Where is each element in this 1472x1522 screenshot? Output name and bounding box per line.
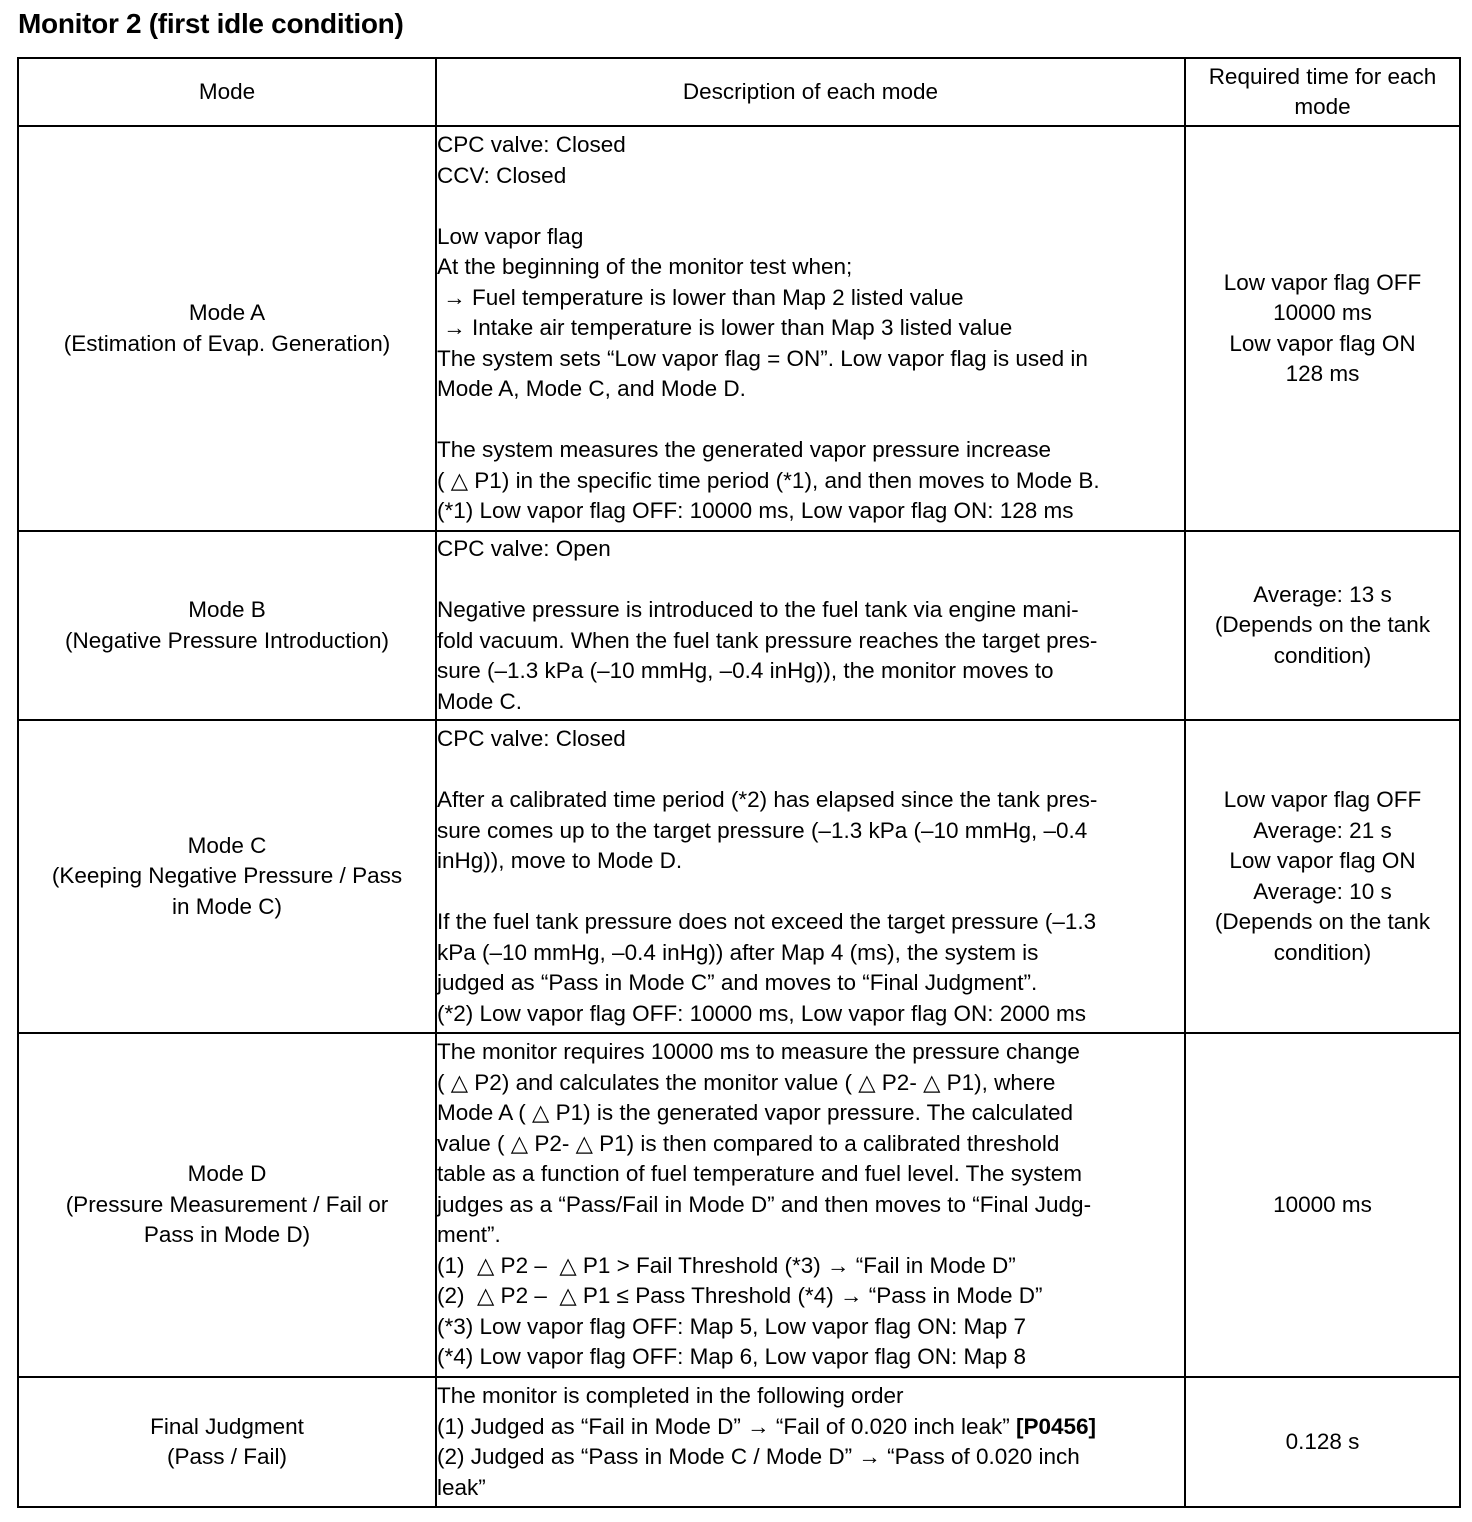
description-line: judged as “Pass in Mode C” and moves to “Final Judgment”.	[437, 970, 1038, 995]
mode-subtitle: Pass in Mode D)	[143, 1222, 311, 1248]
header-mode: Mode	[18, 58, 436, 126]
description-text: (1) Judged as “Fail in Mode D” → “Fail of 0.020 inch leak”	[437, 1413, 1016, 1439]
mode-name: Mode A	[188, 300, 266, 325]
mode-cell	[18, 1377, 436, 1507]
time-cell	[1185, 1377, 1460, 1507]
mode-name: Mode B	[188, 597, 266, 622]
monitor-table	[17, 57, 1461, 1508]
mode-subtitle: (Pass / Fail)	[166, 1444, 287, 1469]
description-line: (*1) Low vapor flag OFF: 10000 ms, Low vapor flag ON: 128 ms	[437, 498, 1074, 524]
description-cell	[436, 531, 1185, 720]
time-line: condition)	[1273, 939, 1372, 965]
description-line: Mode C.	[437, 688, 523, 714]
description-line: (*3) Low vapor flag OFF: Map 5, Low vapor flag ON: Map 7	[437, 1313, 1026, 1339]
description-line: judges as a “Pass/Fail in Mode D” and then moves to “Final Judg-	[437, 1191, 1092, 1217]
page-title: Monitor 2 (first idle condition)	[18, 8, 404, 39]
time-line: (Depends on the tank	[1214, 909, 1431, 934]
description-line: leak”	[437, 1474, 486, 1500]
description-line	[437, 191, 1184, 222]
description-line	[437, 877, 1184, 908]
description-line: Mode A, Mode C, and Mode D.	[437, 376, 746, 402]
description-line: sure comes up to the target pressure (–1.3 kPa (–10 mmHg, –0.4	[437, 817, 1088, 843]
table-header-row	[18, 58, 1460, 126]
description-line: At the beginning of the monitor test when;	[437, 254, 853, 280]
description-line: Low vapor flag	[437, 223, 584, 249]
description-line: inHg)), move to Mode D.	[437, 848, 683, 873]
time-line: condition)	[1273, 642, 1372, 668]
time-line: Average: 10 s	[1253, 878, 1392, 904]
description-line	[437, 1412, 1184, 1443]
time-line: Low vapor flag ON	[1229, 330, 1416, 356]
description-line: The monitor is completed in the following order	[437, 1383, 904, 1408]
description-line: sure (–1.3 kPa (–10 mmHg, –0.4 inHg)), the monitor moves to	[437, 658, 1054, 683]
description-line: (1) △ P2 – △ P1 > Fail Threshold (*3) → “Fail in Mode D”	[437, 1252, 1016, 1278]
time-cell	[1185, 1033, 1460, 1377]
description-line: table as a function of fuel temperature and fuel level. The system	[437, 1161, 1082, 1187]
description-line: CPC valve: Closed	[437, 726, 626, 751]
description-cell	[436, 720, 1185, 1033]
time-line: Low vapor flag OFF	[1223, 269, 1422, 295]
time-line: Average: 13 s	[1253, 581, 1392, 607]
description-line: → Intake air temperature is lower than Map 3 listed value	[437, 315, 1013, 341]
table-row-mode-b	[18, 531, 1460, 720]
mode-subtitle: (Pressure Measurement / Fail or	[65, 1191, 389, 1217]
header-required-time: Required time for each mode	[1185, 58, 1460, 126]
description-line: ( △ P2) and calculates the monitor value ( △ P2- △ P1), where	[437, 1069, 1056, 1095]
mode-cell	[18, 126, 436, 531]
description-line: The system measures the generated vapor pressure increase	[437, 437, 1052, 463]
table-row-final-judgment	[18, 1377, 1460, 1507]
mode-subtitle: in Mode C)	[171, 893, 283, 919]
mode-name: Final Judgment	[150, 1413, 304, 1439]
table-row-mode-d	[18, 1033, 1460, 1377]
mode-name: Mode D	[187, 1161, 267, 1187]
description-line: (2) △ P2 – △ P1 ≤ Pass Threshold (*4) → “Pass in Mode D”	[437, 1283, 1043, 1309]
description-line: fold vacuum. When the fuel tank pressure reaches the target pres-	[437, 627, 1098, 653]
time-cell	[1185, 531, 1460, 720]
time-line: (Depends on the tank	[1214, 612, 1431, 638]
description-line	[437, 405, 1184, 436]
description-line: (2) Judged as “Pass in Mode C / Mode D” → “Pass of 0.020 inch	[437, 1444, 1080, 1469]
time-cell	[1185, 720, 1460, 1033]
description-line: ( △ P1) in the specific time period (*1), and then moves to Mode B.	[437, 467, 1100, 493]
description-line: If the fuel tank pressure does not exceed the target pressure (–1.3	[437, 909, 1097, 934]
mode-cell	[18, 720, 436, 1033]
mode-subtitle: (Keeping Negative Pressure / Pass	[51, 863, 403, 889]
time-line: Average: 21 s	[1253, 817, 1392, 843]
time-line: 0.128 s	[1285, 1428, 1360, 1454]
dtc-code: [P0456]	[1016, 1413, 1097, 1439]
description-cell	[436, 126, 1185, 531]
description-line: → Fuel temperature is lower than Map 2 listed value	[437, 284, 964, 310]
description-cell	[436, 1033, 1185, 1377]
mode-cell	[18, 1033, 436, 1377]
mode-subtitle: (Estimation of Evap. Generation)	[63, 330, 391, 356]
description-line: After a calibrated time period (*2) has elapsed since the tank pres-	[437, 787, 1098, 812]
description-line: CPC valve: Open	[437, 536, 611, 561]
description-line: kPa (–10 mmHg, –0.4 inHg)) after Map 4 (ms), the system is	[437, 939, 1039, 965]
description-line	[437, 565, 1184, 596]
time-line: 10000 ms	[1273, 1191, 1372, 1217]
mode-name: Mode C	[187, 832, 267, 858]
mode-cell	[18, 531, 436, 720]
time-line: Low vapor flag OFF	[1223, 787, 1422, 812]
time-line: 128 ms	[1285, 361, 1360, 386]
time-cell	[1185, 126, 1460, 531]
table-row-mode-a	[18, 126, 1460, 531]
description-line: CPC valve: Closed	[437, 132, 626, 158]
description-cell	[436, 1377, 1185, 1507]
description-line: The system sets “Low vapor flag = ON”. Low vapor flag is used in	[437, 345, 1088, 371]
time-line: Low vapor flag ON	[1229, 848, 1416, 873]
description-line: Mode A ( △ P1) is the generated vapor pressure. The calculated	[437, 1100, 1073, 1126]
description-line: (*2) Low vapor flag OFF: 10000 ms, Low vapor flag ON: 2000 ms	[437, 1000, 1087, 1026]
mode-subtitle: (Negative Pressure Introduction)	[65, 627, 389, 653]
description-line: value ( △ P2- △ P1) is then compared to a calibrated threshold	[437, 1130, 1060, 1156]
description-line: The monitor requires 10000 ms to measure the pressure change	[437, 1039, 1080, 1065]
description-line: CCV: Closed	[437, 162, 567, 188]
description-line	[437, 755, 1184, 786]
header-description: Description of each mode	[436, 58, 1185, 126]
table-row-mode-c	[18, 720, 1460, 1033]
description-line: ment”.	[437, 1222, 501, 1248]
description-line: Negative pressure is introduced to the fuel tank via engine mani-	[437, 597, 1079, 622]
description-line: (*4) Low vapor flag OFF: Map 6, Low vapor flag ON: Map 8	[437, 1344, 1026, 1370]
time-line: 10000 ms	[1273, 300, 1372, 325]
